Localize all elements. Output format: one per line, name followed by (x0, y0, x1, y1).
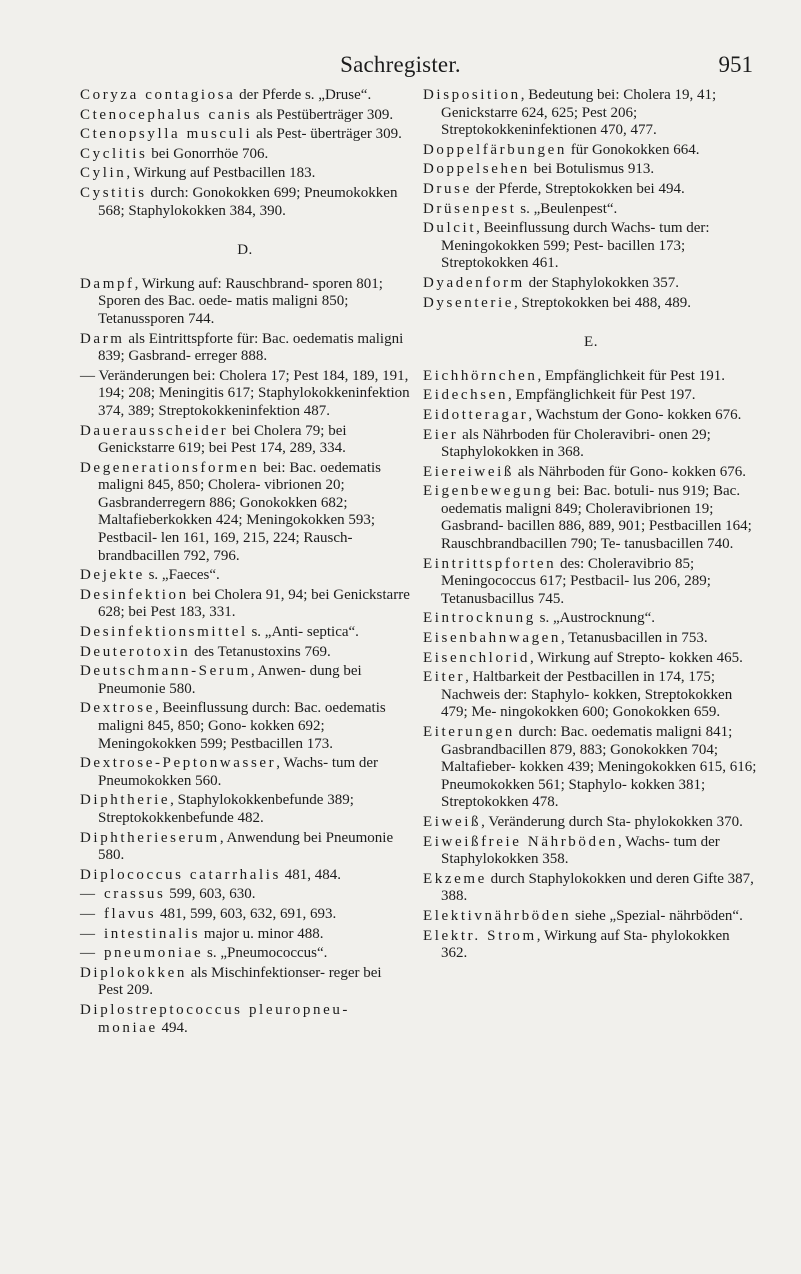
index-entry (423, 483, 759, 553)
entry-headword: Eiterungen (423, 724, 515, 740)
entry-text: durch Staphylokokken und deren Gifte 387, 388. (441, 870, 754, 905)
entry-headword: Ekzeme (423, 870, 487, 887)
entry-text: der Pferde s. „Druse“. (235, 87, 372, 103)
entry-text: als Nährboden für Gono- kokken 676. (513, 463, 746, 480)
entry-text: als Nährboden für Choleravibri- onen 29; Staphylokokken in 368. (441, 426, 711, 461)
index-entry (423, 871, 759, 906)
entry-text: major u. minor 488. (200, 925, 324, 942)
entry-text: bei Cholera 91, 94; bei Genickstarre 628; bei Pest 183, 331. (98, 586, 410, 621)
index-entry (80, 368, 410, 421)
index-entry (80, 867, 410, 885)
index-entry (423, 275, 759, 293)
entry-text: , Haltbarkeit der Pestbacillen in 174, 175; Nachweis der: Staphylo- kokken, Streptokokken 479; Me- ningokokken 600; Gonokokken 659. (441, 669, 733, 721)
entry-text: 481, 599, 603, 632, 691, 693. (156, 905, 337, 922)
index-entry (423, 161, 759, 179)
entry-headword: Eintrittspforten (423, 555, 557, 572)
index-entry (80, 185, 410, 220)
entry-text: der Pferde, Streptokokken bei 494. (471, 180, 685, 197)
entry-headword: Druse (423, 180, 472, 197)
index-entry (423, 630, 759, 648)
entry-headword: Disposition (423, 87, 521, 103)
entry-headword: — intestinalis (80, 925, 201, 942)
entry-text: als Pestüberträger 309. (252, 106, 394, 123)
entry-text: siehe „Spezial- nährböden“. (571, 907, 743, 924)
entry-text: als Eintrittspforte für: Bac. oedematis maligni 839; Gasbrand- erreger 888. (98, 330, 404, 365)
left-column (80, 87, 410, 1039)
index-entry (80, 567, 410, 585)
entry-headword: Doppelsehen (423, 161, 530, 178)
index-entry (80, 755, 410, 790)
index-entry (423, 220, 759, 273)
entry-headword: Diplostreptococcus pleuropneu- moniae (80, 1001, 351, 1036)
index-entry (80, 126, 410, 144)
index-entry (423, 724, 759, 812)
entry-headword: Diplokokken (80, 964, 187, 981)
index-entry (423, 87, 759, 140)
index-entry (80, 107, 410, 125)
index-entry (423, 295, 759, 313)
entry-headword: Eigenbewegung (423, 483, 554, 500)
entry-text: , Bedeutung bei: Cholera 19, 41; Genickstarre 624, 625; Pest 206; Streptokokkeninfektionen 470, 477. (441, 87, 717, 139)
entry-text: , Veränderung durch Sta- phylokokken 370. (481, 813, 743, 830)
index-entry (80, 700, 410, 753)
index-entry (80, 886, 410, 904)
entry-headword: Dejekte (80, 567, 145, 584)
entry-text: des Tetanustoxins 769. (190, 643, 331, 660)
index-entry (423, 387, 759, 405)
entry-headword: Elektivnährböden (423, 907, 572, 924)
index-entry (423, 610, 759, 628)
entry-text: der Staphylokokken 357. (524, 274, 679, 291)
entry-headword: Diphtherieserum (80, 829, 220, 846)
page-header (0, 0, 801, 80)
entry-text: , Beeinflussung durch: Bac. oedematis maligni 845, 850; Gono- kokken 692; Meningokokken 599; Pestbacillen 173. (98, 700, 386, 752)
entry-text: , Empfänglichkeit für Pest 197. (508, 387, 696, 404)
entries-d-continued (423, 87, 759, 312)
entry-headword: Dauerausscheider (80, 422, 229, 439)
entry-headword: Darm (80, 330, 125, 347)
entry-headword: Diphtherie (80, 792, 171, 809)
entry-headword: Eiweiß (423, 813, 482, 830)
entry-headword: Elektr. Strom (423, 927, 537, 944)
entry-headword: — crassus (80, 886, 166, 903)
entry-headword: Eidotteragar (423, 406, 529, 423)
index-entry (80, 644, 410, 662)
entry-text: als Mischinfektionser- reger bei Pest 209. (98, 964, 382, 999)
index-entry (80, 945, 410, 963)
index-entry (80, 587, 410, 622)
entry-headword: Drüsenpest (423, 200, 517, 217)
entry-headword: Dextrose-Peptonwasser (80, 755, 277, 772)
entry-text: , Anwendung bei Pneumonie 580. (98, 829, 394, 864)
index-entry (423, 464, 759, 482)
entry-text: als Pest- überträger 309. (252, 126, 402, 143)
entry-headword: Eisenbahnwagen (423, 630, 562, 647)
entry-headword: Eintrocknung (423, 610, 536, 627)
entry-headword: Diplococcus catarrhalis (80, 866, 281, 883)
entry-headword: Eiter (423, 669, 466, 686)
entry-headword: Cystitis (80, 184, 147, 201)
entry-text: , Empfänglichkeit für Pest 191. (537, 367, 725, 384)
entries-c (80, 87, 410, 220)
entry-text: bei: Bac. oedematis maligni 845, 850; Cholera- vibrionen 20; Gasbranderregern 886; Gonokokken 682; Maltafieberkokken 424; Meningokokken 593; Pestbacil- len 161, 169, 215, 224; Rausch- brandbacillen 792, 796. (98, 459, 381, 564)
index-entry (423, 650, 759, 668)
entry-text: s. „Anti- septica“. (247, 624, 359, 641)
entry-headword: Dyadenform (423, 274, 525, 291)
entry-text: , Wachs- tum der Pneumokokken 560. (98, 755, 379, 789)
section-heading-d: D. (237, 242, 253, 259)
entry-headword: Eidechsen (423, 387, 509, 404)
entry-headword: Cyclitis (80, 145, 148, 162)
entry-headword: — flavus (80, 905, 157, 922)
entry-text: , Beeinflussung durch Wachs- tum der: Meningokokken 599; Pest- bacillen 173; Streptokokken 461. (441, 220, 710, 272)
entry-text: durch: Gonokokken 699; Pneumokokken 568; Staphylokokken 384, 390. (98, 184, 398, 219)
entry-headword: Coryza contagiosa (80, 87, 236, 103)
entry-text: , Streptokokken bei 488, 489. (513, 294, 692, 311)
entry-headword: Dysenterie (423, 294, 514, 311)
entry-headword: Eier (423, 426, 459, 443)
entry-text: des: Choleravibrio 85; Meningococcus 617; Pestbacil- lus 206, 289; Tetanusbacillus 745. (441, 555, 711, 607)
index-entry (423, 669, 759, 722)
index-entry (423, 407, 759, 425)
entries-d (80, 276, 410, 1037)
index-entry (423, 834, 759, 869)
entry-text: s. „Pneumococcus“. (203, 945, 328, 962)
index-entry (80, 830, 410, 865)
entry-text: , Wirkung auf Sta- phylokokken 362. (441, 927, 730, 962)
entry-text: bei Botulismus 913. (529, 161, 655, 178)
index-entry (80, 331, 410, 366)
entry-text: , Wirkung auf: Rauschbrand- sporen 801; Sporen des Bac. oede- matis maligni 850; Tetanussporen 744. (98, 275, 383, 327)
entry-headword: Deutschmann-Serum (80, 663, 251, 680)
index-entry (80, 146, 410, 164)
index-entry (423, 928, 759, 963)
entry-headword: Eiweißfreie Nährböden (423, 833, 618, 850)
entry-text: bei Cholera 79; bei Genickstarre 619; bei Pest 174, 289, 334. (98, 422, 347, 457)
entry-headword: Eisenchlorid (423, 649, 531, 666)
entry-text: , Wirkung auf Strepto- kokken 465. (530, 649, 743, 666)
entry-text: durch: Bac. oedematis maligni 841; Gasbrandbacillen 879, 883; Gonokokken 704; Maltafieber- kokken 439; Meningokokken 615, 616; Pneumokokken 561; Staphylo- kokken 381; Streptokokken 478. (441, 724, 757, 811)
entry-text: 599, 603, 630. (165, 886, 256, 903)
entry-text: , Tetanusbacillen in 753. (561, 630, 708, 647)
index-entry (80, 906, 410, 924)
page-number: 951 (718, 52, 753, 77)
entry-text: , Wachs- tum der Staphylokokken 358. (441, 833, 720, 868)
entry-headword: Degenerationsformen (80, 459, 260, 476)
index-entry (80, 165, 410, 183)
section-heading-e: E. (584, 334, 598, 351)
entries-e (423, 368, 759, 963)
entry-headword: Doppelfärbungen (423, 141, 567, 158)
index-entry (80, 1002, 410, 1037)
right-column (423, 87, 759, 965)
index-entry (423, 556, 759, 609)
index-entry (80, 792, 410, 827)
index-entry (80, 276, 410, 329)
index-entry (80, 624, 410, 642)
entry-headword: Dulcit (423, 220, 477, 237)
entry-headword: Desinfektion (80, 586, 189, 603)
entry-text: 494. (157, 1019, 188, 1036)
index-entry (80, 87, 410, 105)
index-entry (423, 201, 759, 219)
index-entry (423, 181, 759, 199)
index-entry (423, 814, 759, 832)
entry-headword: Eichhörnchen (423, 367, 538, 384)
entry-text: bei: Bac. botuli- nus 919; Bac. oedematis maligni 849; Choleravibrionen 19; Gasbrand- bacillen 886, 889, 901; Pestbacillen 164; Rauschbrandbacillen 790; Te- tanusbacillen 740. (441, 483, 752, 553)
entry-text: bei Gonorrhöe 706. (147, 145, 269, 162)
entry-text: , Anwen- dung bei Pneumonie 580. (98, 663, 362, 697)
entry-headword: Ctenocephalus canis (80, 106, 253, 123)
index-entry (80, 460, 410, 566)
entry-headword: Dampf (80, 275, 135, 292)
index-entry (423, 142, 759, 160)
entry-headword: — pneumoniae (80, 945, 204, 962)
index-entry (80, 926, 410, 944)
entry-text: s. „Faeces“. (144, 567, 220, 584)
entry-text: — Veränderungen bei: Cholera 17; Pest 184, 189, 191, 194; 208; Meningitis 617; Staphylokokkeninfektion 374, 389; Streptokokkeninfektion 487. (80, 367, 410, 419)
entry-text: s. „Beulenpest“. (516, 200, 618, 217)
entry-headword: Desinfektionsmittel (80, 624, 248, 641)
entry-headword: Ctenopsylla musculi (80, 126, 253, 143)
entry-headword: Deuterotoxin (80, 643, 191, 660)
entry-text: 481, 484. (281, 866, 341, 883)
entry-text: s. „Austrocknung“. (535, 610, 656, 627)
index-entry (423, 908, 759, 926)
page-title: Sachregister. (340, 52, 461, 77)
index-entry (80, 663, 410, 698)
entry-text: , Wachstum der Gono- kokken 676. (528, 406, 742, 423)
entry-text: , Staphylokokkenbefunde 389; Streptokokkenbefunde 482. (98, 792, 354, 826)
entry-headword: Eiereiweiß (423, 463, 514, 480)
entry-headword: Cylin (80, 165, 127, 182)
entry-headword: Dextrose (80, 700, 155, 717)
entry-text: für Gonokokken 664. (566, 141, 700, 158)
index-entry (80, 423, 410, 458)
entry-text: , Wirkung auf Pestbacillen 183. (126, 165, 316, 182)
index-entry (423, 427, 759, 462)
index-entry (423, 368, 759, 386)
index-entry (80, 965, 410, 1000)
